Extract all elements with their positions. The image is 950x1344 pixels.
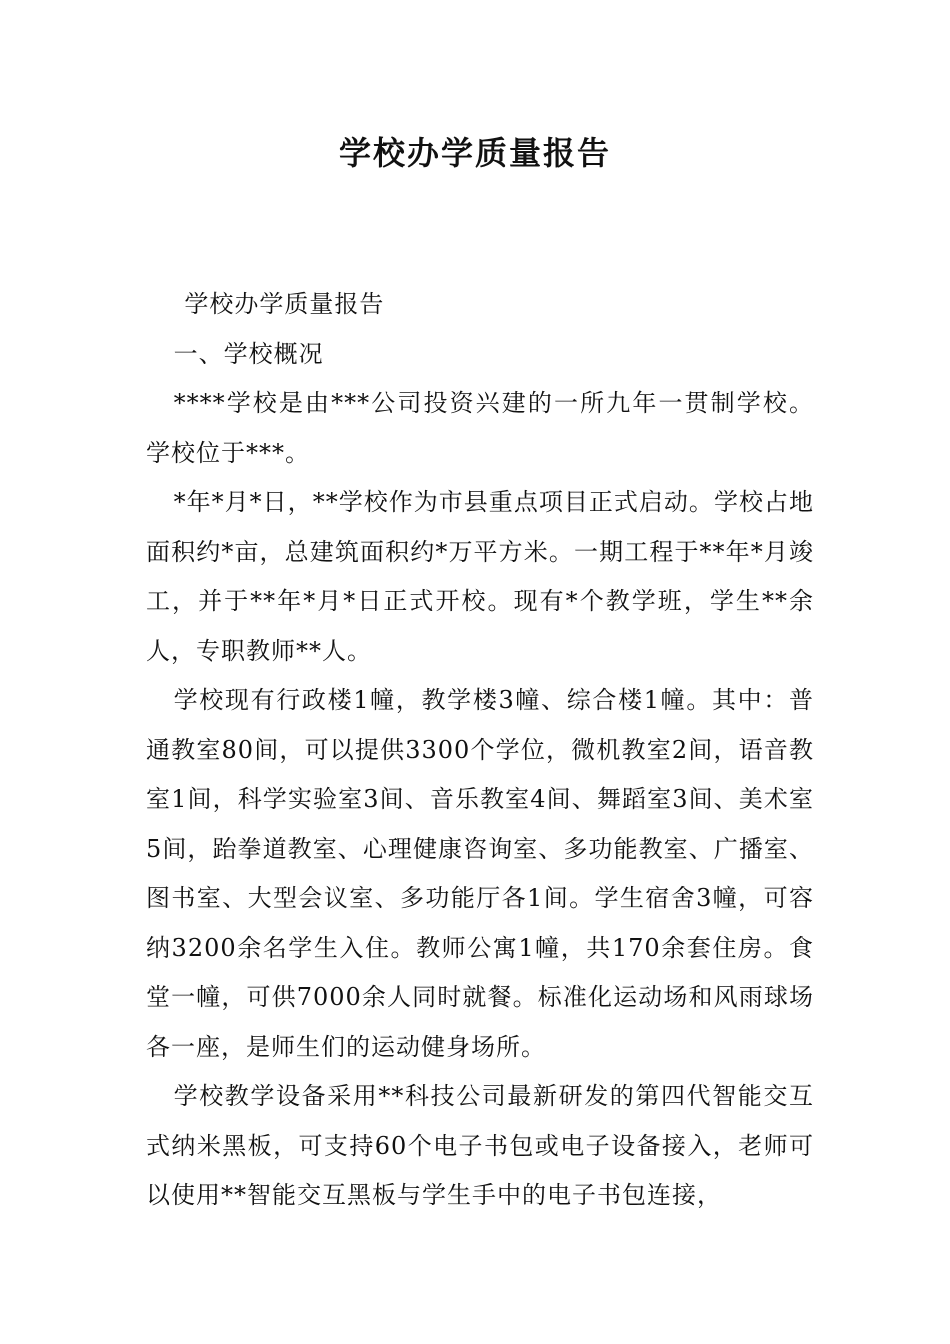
document-subtitle: 学校办学质量报告 <box>184 290 385 318</box>
document-title: 学校办学质量报告 <box>338 134 611 172</box>
body-paragraph: 学校教学设备采用**科技公司最新研发的第四代智能交互式纳米黑板，可支持60个电子书包或电子设备接入，老师可以使用**智能交互黑板与学生手中的电子书包连接， <box>146 1082 814 1209</box>
section-heading: 一、学校概况 <box>173 339 324 368</box>
body-paragraph: 学校现有行政楼1幢，教学楼3幢、综合楼1幢。其中：普通教室80间，可以提供3300个学位，微机教室2间，语音教室1间，科学实验室3间、音乐教室4间、舞蹈室3间、美术室5间，跆拳道教室、心理健康咨询室、多功能教室、广播室、图书室、大型会议室、多功能厅各1间。学生宿舍3幢，可容纳3200余名学生入住。教师公寓1幢，共170余套住房。食堂一幢，可供7000余人同时就餐。标准化运动场和风雨球场各一座，是师生们的运动健身场所。 <box>146 686 814 1061</box>
body-paragraph: ****学校是由***公司投资兴建的一所九年一贯制学校。学校位于***。 <box>146 389 814 467</box>
document-body <box>146 280 814 1221</box>
body-paragraph: *年*月*日，**学校作为市县重点项目正式启动。学校占地面积约*亩，总建筑面积约*万平方米。一期工程于**年*月竣工，并于**年*月*日正式开校。现有*个教学班，学生**余人，专职教师**人。 <box>146 488 814 665</box>
